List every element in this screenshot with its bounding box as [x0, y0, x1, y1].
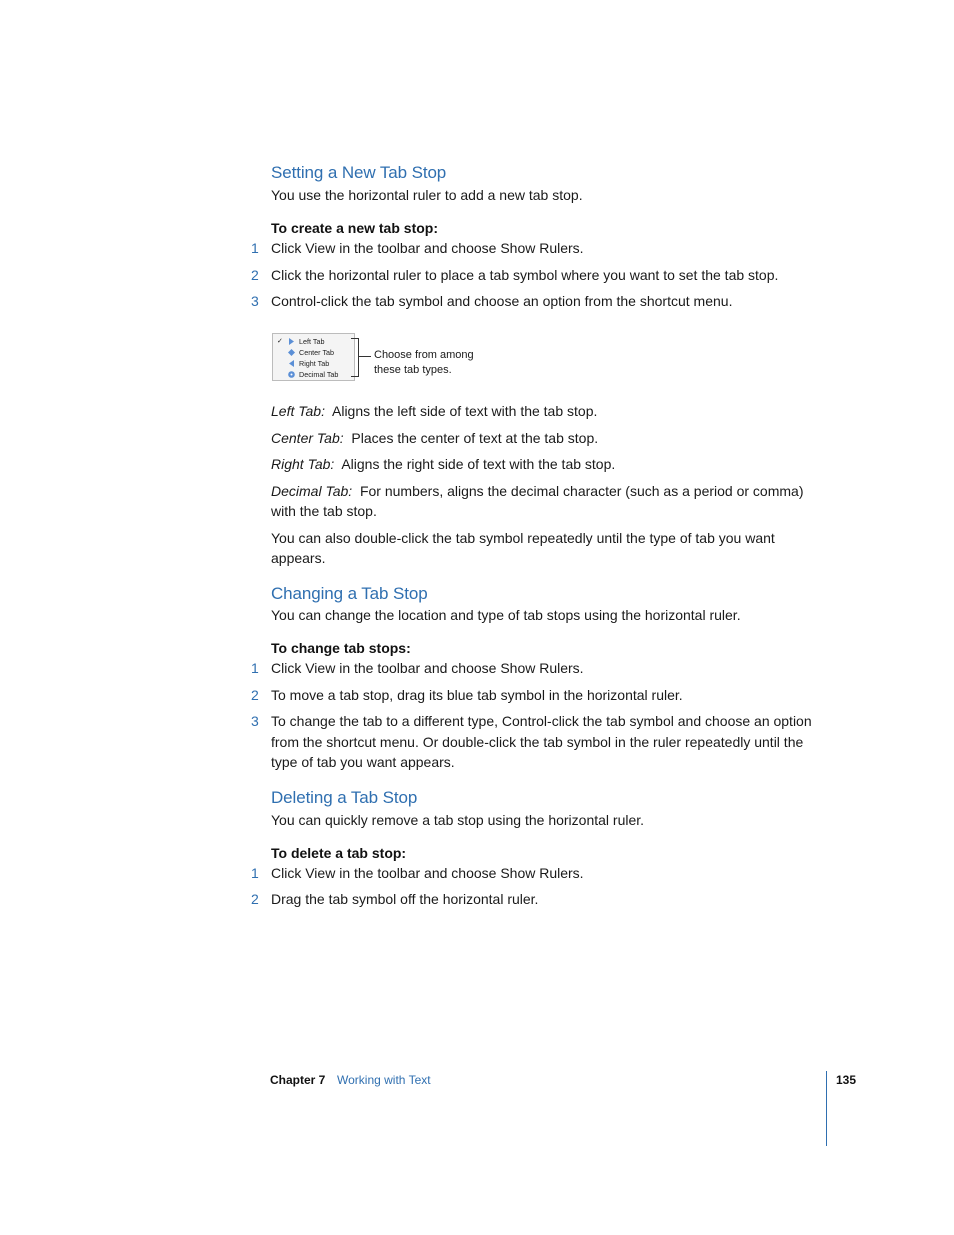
- definition-left-tab: [271, 401, 821, 421]
- center-tab-icon: [288, 349, 295, 356]
- step-number: 1: [251, 660, 259, 676]
- step-number: 1: [251, 865, 259, 881]
- step-text: Click View in the toolbar and choose Show Rulers.: [271, 865, 584, 881]
- menu-item-center-tab[interactable]: [273, 347, 355, 358]
- definition-term: Decimal Tab:: [271, 483, 353, 499]
- step-number: 3: [251, 293, 259, 309]
- definition-center-tab: [271, 428, 821, 448]
- section-intro: You can quickly remove a tab stop using the horizontal ruler.: [271, 812, 645, 828]
- menu-item-left-tab[interactable]: [273, 336, 355, 347]
- definition-text: For numbers, aligns the decimal character (such as a period or comma) with the tab stop.: [271, 483, 804, 519]
- footer-chapter-label: Chapter 7: [270, 1073, 326, 1087]
- step-text: Click View in the toolbar and choose Show Rulers.: [271, 660, 584, 676]
- callout-leader-line: [359, 356, 371, 357]
- definition-decimal-tab: [271, 481, 821, 521]
- definition-term: Left Tab:: [271, 403, 325, 419]
- step-text: Click View in the toolbar and choose Show Rulers.: [271, 240, 584, 256]
- step-number: 2: [251, 687, 259, 703]
- procedure-lead: To change tab stops:: [271, 640, 411, 656]
- definition-term: Center Tab:: [271, 430, 344, 446]
- step-text: Click the horizontal ruler to place a tab symbol where you want to set the tab stop.: [271, 267, 779, 283]
- menu-item-label: Left Tab: [299, 337, 325, 346]
- page-number: 135: [836, 1073, 857, 1087]
- step-text: To change the tab to a different type, Control-click the tab symbol and choose an option from the shortcut menu. Or double-click the tab symbol in the ruler repeatedly until the type of tab you want appears.: [271, 713, 812, 770]
- definition-text: Aligns the right side of text with the tab stop.: [341, 456, 616, 472]
- section-heading-changing: Changing a Tab Stop: [271, 584, 428, 603]
- definition-right-tab: [271, 454, 821, 474]
- step-number: 2: [251, 891, 259, 907]
- left-tab-icon: [288, 338, 295, 345]
- step-text: Control-click the tab symbol and choose an option from the shortcut menu.: [271, 293, 733, 309]
- callout-line: Choose from among: [374, 349, 474, 361]
- menu-item-label: Decimal Tab: [299, 370, 339, 379]
- menu-item-decimal-tab[interactable]: [273, 369, 355, 380]
- footer-divider: [826, 1071, 827, 1146]
- decimal-tab-icon: [288, 371, 295, 378]
- checkmark-icon: ✓: [277, 338, 283, 345]
- step-number: 2: [251, 267, 259, 283]
- double-click-note: You can also double-click the tab symbol repeatedly until the type of tab you want appears.: [271, 530, 775, 566]
- callout-bracket: [351, 338, 359, 377]
- procedure-lead: To delete a tab stop:: [271, 845, 407, 861]
- section-heading-deleting: Deleting a Tab Stop: [271, 788, 418, 807]
- procedure-lead: To create a new tab stop:: [271, 220, 438, 236]
- definition-text: Places the center of text at the tab stop.: [351, 430, 599, 446]
- step-text: Drag the tab symbol off the horizontal ruler.: [271, 891, 539, 907]
- footer-chapter-title: Working with Text: [337, 1073, 431, 1087]
- menu-item-label: Right Tab: [299, 359, 330, 368]
- step-number: 3: [251, 713, 259, 729]
- step-text: To move a tab stop, drag its blue tab symbol in the horizontal ruler.: [271, 687, 683, 703]
- menu-item-right-tab[interactable]: [273, 358, 355, 369]
- definition-term: Right Tab:: [271, 456, 335, 472]
- definition-text: Aligns the left side of text with the tab stop.: [332, 403, 598, 419]
- section-intro: You can change the location and type of tab stops using the horizontal ruler.: [271, 607, 741, 623]
- callout-line: these tab types.: [374, 364, 452, 376]
- tab-type-shortcut-menu: [272, 333, 355, 381]
- figure-callout: [374, 348, 474, 378]
- step-number: 1: [251, 240, 259, 256]
- right-tab-icon: [288, 360, 295, 367]
- section-intro: You use the horizontal ruler to add a new tab stop.: [271, 187, 583, 203]
- menu-item-label: Center Tab: [299, 348, 335, 357]
- section-heading-setting: Setting a New Tab Stop: [271, 163, 447, 182]
